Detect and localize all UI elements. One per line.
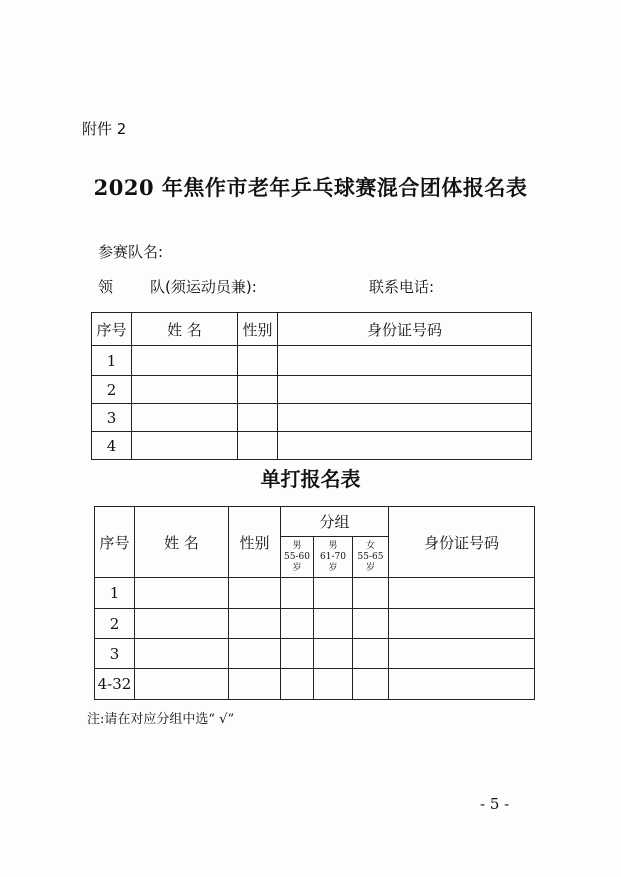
leader-label-part1: 领 [98,278,114,296]
name-cell[interactable] [135,639,229,669]
page-title: 2020 年焦作市老年乒乓球赛混合团体报名表 [93,175,528,200]
gender-cell[interactable] [238,346,278,376]
gender-cell[interactable] [229,578,281,609]
id-number-cell[interactable] [389,669,535,700]
row-seq: 2 [95,609,135,639]
id-number-cell[interactable] [278,346,532,376]
gender-cell[interactable] [229,639,281,669]
header-name: 姓 名 [132,313,238,346]
table-row [92,432,532,460]
table-row [95,669,535,700]
singles-title: 单打报名表 [260,467,361,491]
group-check-cell[interactable] [353,639,389,669]
table-row [95,578,535,609]
row-seq: 4-32 [95,669,135,700]
group-check-cell[interactable] [314,669,353,700]
gender-cell[interactable] [229,669,281,700]
gender-cell[interactable] [238,404,278,432]
name-cell[interactable] [132,404,238,432]
group-check-cell[interactable] [314,578,353,609]
name-cell[interactable] [132,346,238,376]
group-check-cell[interactable] [281,609,314,639]
table-header-row [92,313,532,346]
header-id-number: 身份证号码 [278,313,532,346]
header-seq: 序号 [95,507,135,578]
name-cell[interactable] [135,578,229,609]
row-seq: 3 [95,639,135,669]
name-cell[interactable] [135,669,229,700]
header-name: 姓 名 [135,507,229,578]
leader-label-part2: 队(须运动员兼): [150,278,257,296]
attachment-label: 附件 2 [82,120,127,138]
group-check-cell[interactable] [314,609,353,639]
group-check-cell[interactable] [281,639,314,669]
group-check-cell[interactable] [281,578,314,609]
team-name-label: 参赛队名: [98,243,164,261]
name-cell[interactable] [132,432,238,460]
header-id-number: 身份证号码 [389,507,535,578]
id-number-cell[interactable] [278,432,532,460]
group-check-cell[interactable] [353,669,389,700]
phone-label: 联系电话: [369,278,435,296]
group-check-cell[interactable] [281,669,314,700]
row-seq: 2 [92,376,132,404]
header-group: 分组 [281,507,389,537]
group-check-cell[interactable] [353,578,389,609]
group-check-cell[interactable] [314,639,353,669]
table-row [95,609,535,639]
table-row [92,376,532,404]
footnote: 注:请在对应分组中选“ √” [87,712,235,727]
name-cell[interactable] [135,609,229,639]
id-number-cell[interactable] [278,404,532,432]
team-registration-table [91,312,532,460]
row-seq: 1 [95,578,135,609]
header-seq: 序号 [92,313,132,346]
gender-cell[interactable] [238,376,278,404]
id-number-cell[interactable] [389,578,535,609]
header-gender: 性别 [229,507,281,578]
row-seq: 4 [92,432,132,460]
row-seq: 3 [92,404,132,432]
table-row [92,404,532,432]
page-number: - 5 - [480,795,510,813]
group-check-cell[interactable] [353,609,389,639]
id-number-cell[interactable] [389,609,535,639]
group-male-55-60: 男 55-60 岁 [281,537,314,578]
id-number-cell[interactable] [389,639,535,669]
id-number-cell[interactable] [278,376,532,404]
gender-cell[interactable] [238,432,278,460]
table-header-row [95,507,535,537]
group-male-61-70: 男 61-70 岁 [314,537,353,578]
group-female-55-65: 女 55-65 岁 [353,537,389,578]
table-row [92,346,532,376]
table-row [95,639,535,669]
row-seq: 1 [92,346,132,376]
header-gender: 性别 [238,313,278,346]
gender-cell[interactable] [229,609,281,639]
name-cell[interactable] [132,376,238,404]
singles-registration-table [94,506,535,700]
